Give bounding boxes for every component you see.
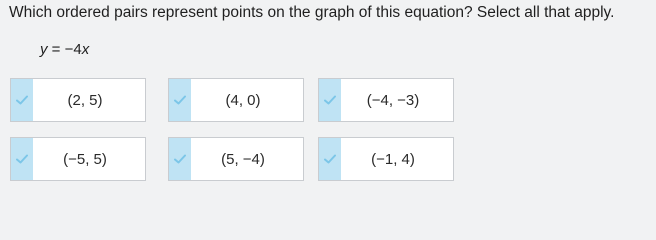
answer-option[interactable] <box>168 78 304 122</box>
answer-option-label: (−1, 4) <box>371 150 415 168</box>
check-icon <box>169 138 191 180</box>
check-icon <box>319 138 341 180</box>
check-icon <box>11 138 33 180</box>
answer-option-label: (4, 0) <box>225 91 261 109</box>
answer-option[interactable] <box>318 78 454 122</box>
answer-option[interactable] <box>168 137 304 181</box>
answer-option-label: (−4, −3) <box>366 91 420 109</box>
answer-option-label: (−5, 5) <box>63 150 107 168</box>
equation-operator: = <box>51 41 61 58</box>
check-icon <box>169 79 191 121</box>
question-prompt: Which ordered pairs represent points on the graph of this equation? Select all that apply. <box>9 4 615 21</box>
answer-option-label: (5, −4) <box>221 150 265 168</box>
answer-option[interactable] <box>318 137 454 181</box>
answer-option[interactable] <box>10 78 146 122</box>
answer-option[interactable] <box>10 137 146 181</box>
equation-rhs-variable: x <box>81 41 90 58</box>
answer-option-label: (2, 5) <box>67 91 103 109</box>
equation <box>40 41 89 58</box>
check-icon <box>11 79 33 121</box>
equation-rhs-coefficient: −4 <box>64 41 82 58</box>
check-icon <box>319 79 341 121</box>
equation-lhs: y <box>40 41 48 58</box>
